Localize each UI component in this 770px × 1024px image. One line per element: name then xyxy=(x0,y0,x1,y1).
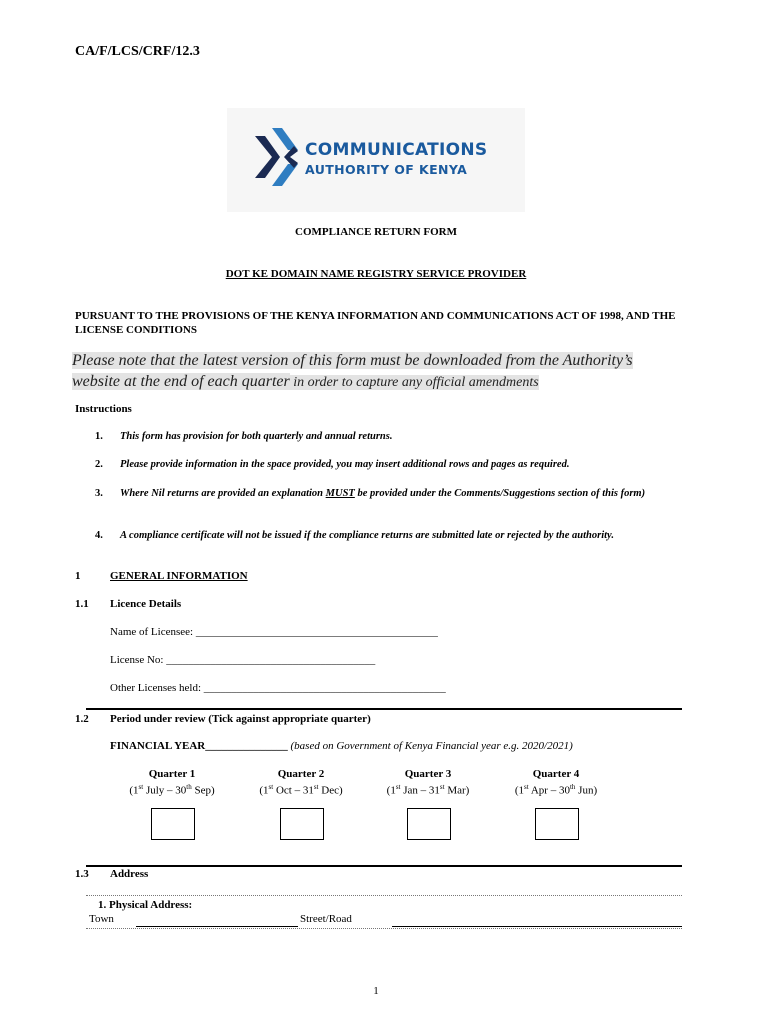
instruction-number: 1. xyxy=(95,431,103,442)
section-title: Licence Details xyxy=(110,598,182,610)
licensee-name-field[interactable]: Name of Licensee: ____________________________________________ xyxy=(110,626,438,638)
instruction-number: 3. xyxy=(95,488,103,499)
quarter-3 xyxy=(358,768,498,798)
note-part-2: in order to capture any official amendments xyxy=(289,375,539,390)
town-input-line[interactable] xyxy=(136,926,298,927)
note-part-1: Please note that the latest version of this form must be downloaded from the Authority’s website at the end of each quarter xyxy=(72,352,633,390)
logo-line-2: AUTHORITY OF KENYA xyxy=(305,162,468,177)
quarter-label: Quarter 2 xyxy=(277,768,325,780)
quarter-2-checkbox[interactable] xyxy=(280,808,324,840)
quarter-period: (1st Jan – 31st Mar) xyxy=(386,783,470,797)
pursuant-statement: PURSUANT TO THE PROVISIONS OF THE KENYA INFORMATION AND COMMUNICATIONS ACT OF 1998, AND THE LICENSE CONDITIONS xyxy=(75,310,676,336)
section-title: Period under review (Tick against appropriate quarter) xyxy=(110,713,371,725)
section-title: GENERAL INFORMATION xyxy=(110,570,248,582)
instructions-title: Instructions xyxy=(75,403,132,415)
instruction-number: 2. xyxy=(95,459,103,470)
logo-line-1: COMMUNICATIONS xyxy=(305,140,488,160)
quarter-2 xyxy=(231,768,371,798)
document-code: CA/F/LCS/CRF/12.3 xyxy=(75,44,200,59)
dotted-rule xyxy=(86,928,682,929)
section-number: 1.2 xyxy=(75,713,89,725)
quarter-period: (1st July – 30th Sep) xyxy=(129,783,215,797)
town-label: Town xyxy=(89,913,114,925)
instruction-item xyxy=(95,529,685,543)
instruction-text-post: be provided under the Comments/Suggestions section of this form) xyxy=(354,488,646,499)
quarter-label: Quarter 3 xyxy=(404,768,452,780)
section-divider xyxy=(86,865,682,867)
logo-wordmark xyxy=(305,140,487,180)
instruction-text-pre: Where Nil returns are provided an explanation xyxy=(120,488,326,499)
instruction-number: 4. xyxy=(95,530,103,541)
quarter-4-checkbox[interactable] xyxy=(535,808,579,840)
quarter-1-checkbox[interactable] xyxy=(151,808,195,840)
quarter-1 xyxy=(102,768,242,798)
quarter-period: (1st Apr – 30th Jun) xyxy=(514,783,598,797)
instruction-must: MUST xyxy=(325,488,355,499)
quarter-label: Quarter 4 xyxy=(532,768,580,780)
financial-year-field[interactable] xyxy=(110,740,573,752)
quarter-3-checkbox[interactable] xyxy=(407,808,451,840)
financial-year-note: (based on Government of Kenya Financial year e.g. 2020/2021) xyxy=(287,740,573,752)
instruction-text: Please provide information in the space provided, you may insert additional rows and pages as required. xyxy=(120,459,570,470)
quarter-label: Quarter 1 xyxy=(148,768,196,780)
quarter-period: (1st Oct – 31st Dec) xyxy=(259,783,343,797)
other-licenses-field[interactable]: Other Licenses held: ____________________________________________ xyxy=(110,682,446,694)
dotted-rule xyxy=(86,895,682,896)
instruction-text xyxy=(120,487,685,501)
street-label: Street/Road xyxy=(300,913,352,925)
section-number: 1.3 xyxy=(75,868,89,880)
instruction-item xyxy=(95,430,685,444)
form-title: COMPLIANCE RETURN FORM xyxy=(295,226,457,238)
download-note xyxy=(72,350,682,393)
section-title: Address xyxy=(110,868,149,880)
section-number: 1 xyxy=(75,570,81,582)
physical-address-title: 1. Physical Address: xyxy=(98,899,193,911)
license-number-field[interactable]: License No: ______________________________________ xyxy=(110,654,376,666)
section-divider xyxy=(86,708,682,710)
provider-title: DOT KE DOMAIN NAME REGISTRY SERVICE PROVIDER xyxy=(225,268,527,280)
ca-logo-mark-icon xyxy=(250,124,302,190)
instruction-item xyxy=(95,458,685,472)
financial-year-label: FINANCIAL YEAR_______________ xyxy=(110,740,288,752)
instruction-item xyxy=(95,487,685,501)
section-number: 1.1 xyxy=(75,598,89,610)
page-number: 1 xyxy=(373,985,379,997)
instruction-text: This form has provision for both quarterly and annual returns. xyxy=(120,431,393,442)
street-input-line[interactable] xyxy=(392,926,682,927)
quarter-4 xyxy=(486,768,626,798)
instruction-text: A compliance certificate will not be issued if the compliance returns are submitted late or rejected by the authority. xyxy=(120,530,614,541)
